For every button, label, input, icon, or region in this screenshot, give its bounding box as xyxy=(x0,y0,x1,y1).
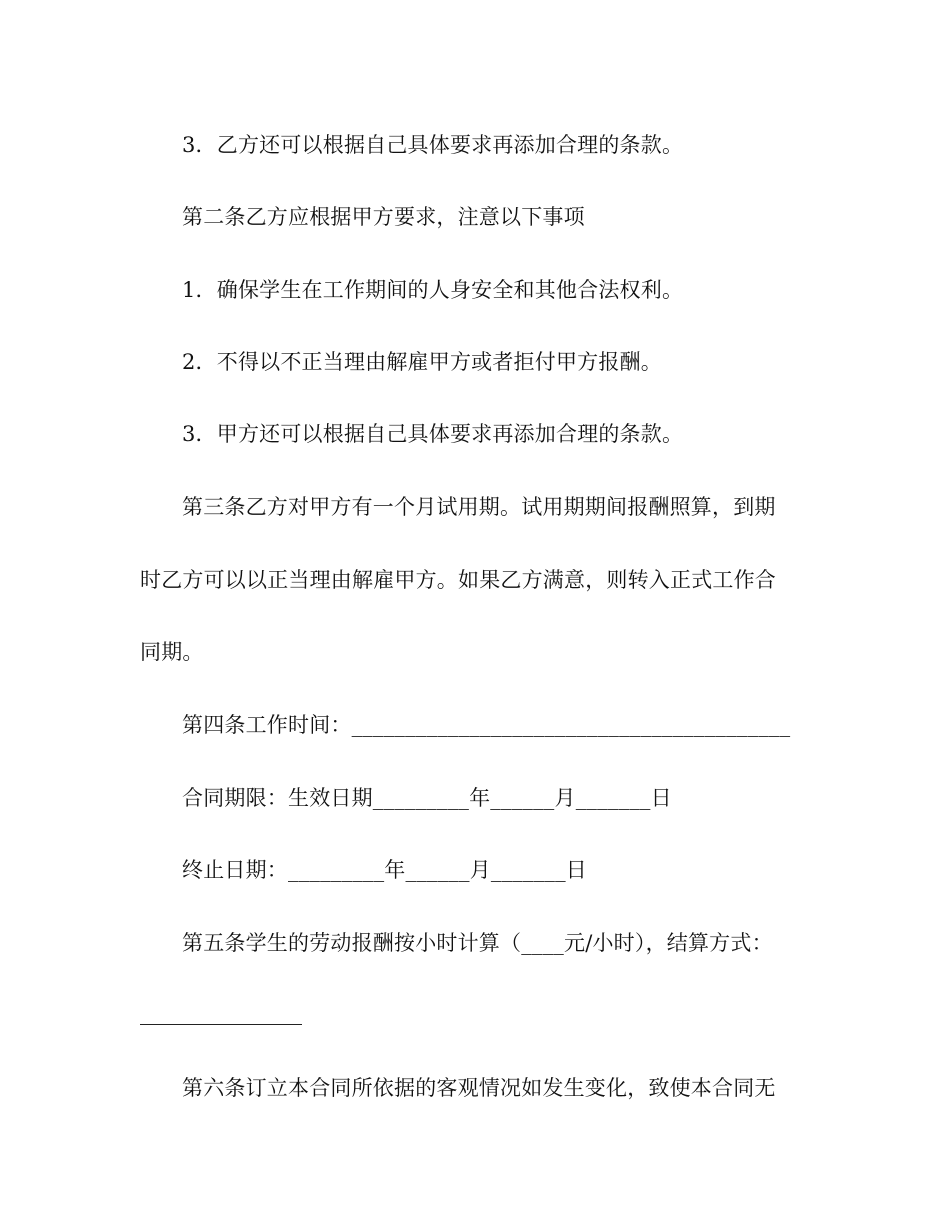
article-3-line-3: 同期。 xyxy=(140,640,204,664)
settlement-method-blank-line xyxy=(140,1024,302,1025)
article-2-heading: 第二条乙方应根据甲方要求，注意以下事项 xyxy=(182,205,585,229)
article-3-line-2: 时乙方可以以正当理由解雇甲方。如果乙方满意，则转入正式工作合 xyxy=(140,568,776,592)
article-3-line-1: 第三条乙方对甲方有一个月试用期。试用期期间报酬照算，到期 xyxy=(182,495,776,519)
article-4-work-time: 第四条工作时间：_________________________________________ xyxy=(182,713,791,737)
clause-item-3-party-b: 3．乙方还可以根据自己具体要求再添加合理的条款。 xyxy=(182,133,684,157)
article-5-payment: 第五条学生的劳动报酬按小时计算（____元/小时），结算方式： xyxy=(182,931,773,955)
article-2-item-2: 2．不得以不正当理由解雇甲方或者拒付甲方报酬。 xyxy=(182,350,662,374)
article-6-line-1: 第六条订立本合同所依据的客观情况如发生变化，致使本合同无 xyxy=(182,1076,776,1100)
contract-term-end-date: 终止日期：_________年______月_______日 xyxy=(182,858,587,882)
contract-term-effective-date: 合同期限：生效日期_________年______月_______日 xyxy=(182,786,672,810)
article-2-item-3: 3．甲方还可以根据自己具体要求再添加合理的条款。 xyxy=(182,422,684,446)
article-2-item-1: 1．确保学生在工作期间的人身安全和其他合法权利。 xyxy=(182,278,684,302)
